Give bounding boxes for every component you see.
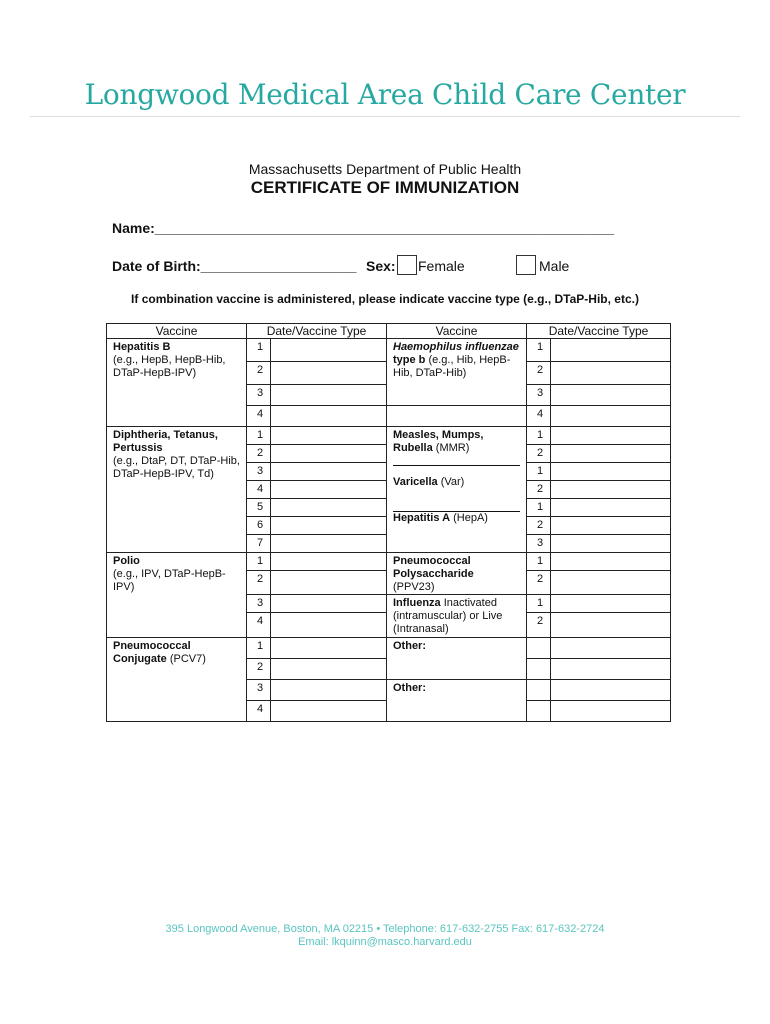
dose-number: 1	[527, 499, 551, 517]
dose-date-field[interactable]	[551, 571, 671, 595]
col-header-vaccine: Vaccine	[107, 324, 247, 339]
dose-number: 4	[247, 481, 271, 499]
vaccine-mmr-var-hepa	[387, 427, 527, 553]
dose-date-field[interactable]	[271, 613, 387, 638]
dose-number: 2	[527, 481, 551, 499]
dose-number: 3	[247, 385, 271, 406]
dose-date-field[interactable]	[551, 535, 671, 553]
footer-address: 395 Longwood Avenue, Boston, MA 02215 • Telephone: 617-632-2755 Fax: 617-632-2724	[165, 923, 605, 935]
dose-number: 5	[247, 499, 271, 517]
col-header-date: Date/Vaccine Type	[247, 324, 387, 339]
vaccine-name: Influenza	[393, 597, 441, 609]
dose-date-field[interactable]	[271, 406, 387, 427]
dose-number: 1	[527, 553, 551, 571]
vaccine-hepatitis-b	[107, 339, 247, 427]
vaccine-examples: Inactivated (intramuscular) or Live (Intranasal)	[393, 597, 503, 635]
vaccine-name: Diphtheria, Tetanus, Pertussis	[113, 429, 218, 454]
dose-number: 1	[527, 339, 551, 362]
dose-number: 1	[527, 463, 551, 481]
vaccine-polio	[107, 553, 247, 638]
dose-number: 3	[247, 595, 271, 613]
dose-date-field[interactable]	[271, 481, 387, 499]
vaccine-examples: (e.g., Hib, HepB-Hib, DTaP-Hib)	[393, 354, 511, 379]
dob-field[interactable]: Date of Birth:____________________	[112, 258, 357, 274]
dose-date-field[interactable]	[271, 463, 387, 481]
male-label: Male	[539, 258, 570, 274]
dose-number: 3	[527, 535, 551, 553]
vaccine-name: Pneumococcal Conjugate	[113, 640, 191, 665]
vaccine-hib	[387, 339, 527, 406]
vaccine-name: type b	[393, 354, 426, 366]
dose-date-field[interactable]	[271, 571, 387, 595]
female-label: Female	[418, 258, 465, 274]
dose-date-field[interactable]	[551, 463, 671, 481]
dose-date-field[interactable]	[271, 535, 387, 553]
dose-number: 6	[247, 517, 271, 535]
vaccine-examples: (HepA)	[453, 512, 488, 524]
dose-date-field[interactable]	[271, 701, 387, 722]
dose-number: 2	[527, 571, 551, 595]
dose-date-field[interactable]	[551, 553, 671, 571]
org-logo-title: Longwood Medical Area Child Care Center	[84, 78, 686, 111]
vaccine-name: Hepatitis B	[113, 341, 171, 353]
dose-number-blank	[527, 638, 551, 659]
female-checkbox[interactable]	[397, 255, 417, 275]
dose-date-field[interactable]	[551, 445, 671, 463]
dose-number: 2	[247, 571, 271, 595]
male-checkbox[interactable]	[516, 255, 536, 275]
other-label: Other:	[393, 682, 426, 694]
dose-date-field[interactable]	[551, 680, 671, 701]
dose-date-field[interactable]	[271, 595, 387, 613]
dose-date-field[interactable]	[551, 499, 671, 517]
dose-number: 4	[247, 406, 271, 427]
dose-date-field[interactable]	[551, 406, 671, 427]
dose-number-blank	[527, 659, 551, 680]
vaccine-examples: (PPV23)	[393, 581, 435, 593]
dose-date-field[interactable]	[271, 638, 387, 659]
dose-date-field[interactable]	[271, 362, 387, 385]
dose-date-field[interactable]	[271, 445, 387, 463]
vaccine-name: Hepatitis A	[393, 512, 451, 524]
dose-date-field[interactable]	[551, 362, 671, 385]
dose-date-field[interactable]	[551, 595, 671, 613]
col-header-vaccine-2: Vaccine	[387, 324, 527, 339]
vaccine-examples: (e.g., DtaP, DT, DTaP-Hib, DTaP-HepB-IPV, Td)	[113, 455, 240, 480]
dose-number: 4	[247, 613, 271, 638]
dose-number: 2	[247, 445, 271, 463]
sex-label: Sex:	[366, 258, 396, 274]
dose-date-field[interactable]	[551, 385, 671, 406]
vaccine-name: Measles, Mumps, Rubella	[393, 429, 484, 454]
dose-number: 2	[527, 362, 551, 385]
vaccine-other-2	[387, 680, 527, 722]
dose-number: 3	[527, 385, 551, 406]
dose-date-field[interactable]	[271, 499, 387, 517]
dose-number: 2	[527, 445, 551, 463]
combination-note: If combination vaccine is administered, please indicate vaccine type (e.g., DTaP-Hib, etc.)	[131, 292, 639, 306]
dose-number: 4	[247, 701, 271, 722]
immunization-table	[106, 323, 671, 722]
vaccine-ppv23	[387, 553, 527, 595]
certificate-title: CERTIFICATE OF IMMUNIZATION	[250, 178, 520, 197]
dose-date-field[interactable]	[271, 339, 387, 362]
dose-date-field[interactable]	[551, 638, 671, 659]
vaccine-influenza	[387, 595, 527, 638]
dose-number: 3	[247, 680, 271, 701]
header-divider	[30, 116, 740, 117]
dose-number: 2	[247, 362, 271, 385]
vaccine-examples: (e.g., IPV, DTaP-HepB-IPV)	[113, 568, 226, 593]
vaccine-examples: (PCV7)	[169, 653, 206, 665]
dose-number: 1	[247, 553, 271, 571]
dose-date-field[interactable]	[551, 339, 671, 362]
vaccine-pcv7	[107, 638, 247, 722]
dose-number: 2	[247, 659, 271, 680]
dose-date-field[interactable]	[551, 481, 671, 499]
name-field[interactable]: Name:___________________________________________________________	[112, 220, 615, 236]
dose-date-field[interactable]	[551, 701, 671, 722]
vaccine-examples: (e.g., HepB, HepB-Hib, DTaP-HepB-IPV)	[113, 354, 226, 379]
vaccine-name-italic: Haemophilus influenzae	[393, 341, 519, 353]
dose-date-field[interactable]	[271, 659, 387, 680]
vaccine-name: Varicella	[393, 476, 438, 488]
department-name: Massachusetts Department of Public Health	[248, 161, 522, 177]
dose-number: 1	[247, 339, 271, 362]
dose-date-field[interactable]	[551, 659, 671, 680]
vaccine-other-1	[387, 638, 527, 680]
dose-number-blank	[527, 680, 551, 701]
vaccine-name: Polio	[113, 555, 140, 567]
dose-date-field[interactable]	[271, 385, 387, 406]
dose-number: 1	[527, 595, 551, 613]
dose-number: 3	[247, 463, 271, 481]
other-label: Other:	[393, 640, 426, 652]
dose-number: 4	[527, 406, 551, 427]
dose-number: 1	[247, 638, 271, 659]
dose-date-field[interactable]	[271, 427, 387, 445]
dose-date-field[interactable]	[551, 517, 671, 535]
dose-number: 1	[527, 427, 551, 445]
vaccine-dtp	[107, 427, 247, 553]
vaccine-blank-cell	[387, 406, 527, 427]
dose-number-blank	[527, 701, 551, 722]
dose-date-field[interactable]	[271, 517, 387, 535]
vaccine-name: Pneumococcal Polysaccharide	[393, 555, 474, 580]
footer-email: Email: lkquinn@masco.harvard.edu	[298, 936, 472, 948]
vaccine-examples: (MMR)	[435, 442, 470, 454]
col-header-date-2: Date/Vaccine Type	[527, 324, 671, 339]
dose-number: 7	[247, 535, 271, 553]
vaccine-examples: (Var)	[440, 476, 465, 488]
dose-number: 1	[247, 427, 271, 445]
dose-date-field[interactable]	[551, 427, 671, 445]
dose-date-field[interactable]	[271, 553, 387, 571]
dose-date-field[interactable]	[551, 613, 671, 638]
dose-number: 2	[527, 517, 551, 535]
dose-number: 2	[527, 613, 551, 638]
dose-date-field[interactable]	[271, 680, 387, 701]
